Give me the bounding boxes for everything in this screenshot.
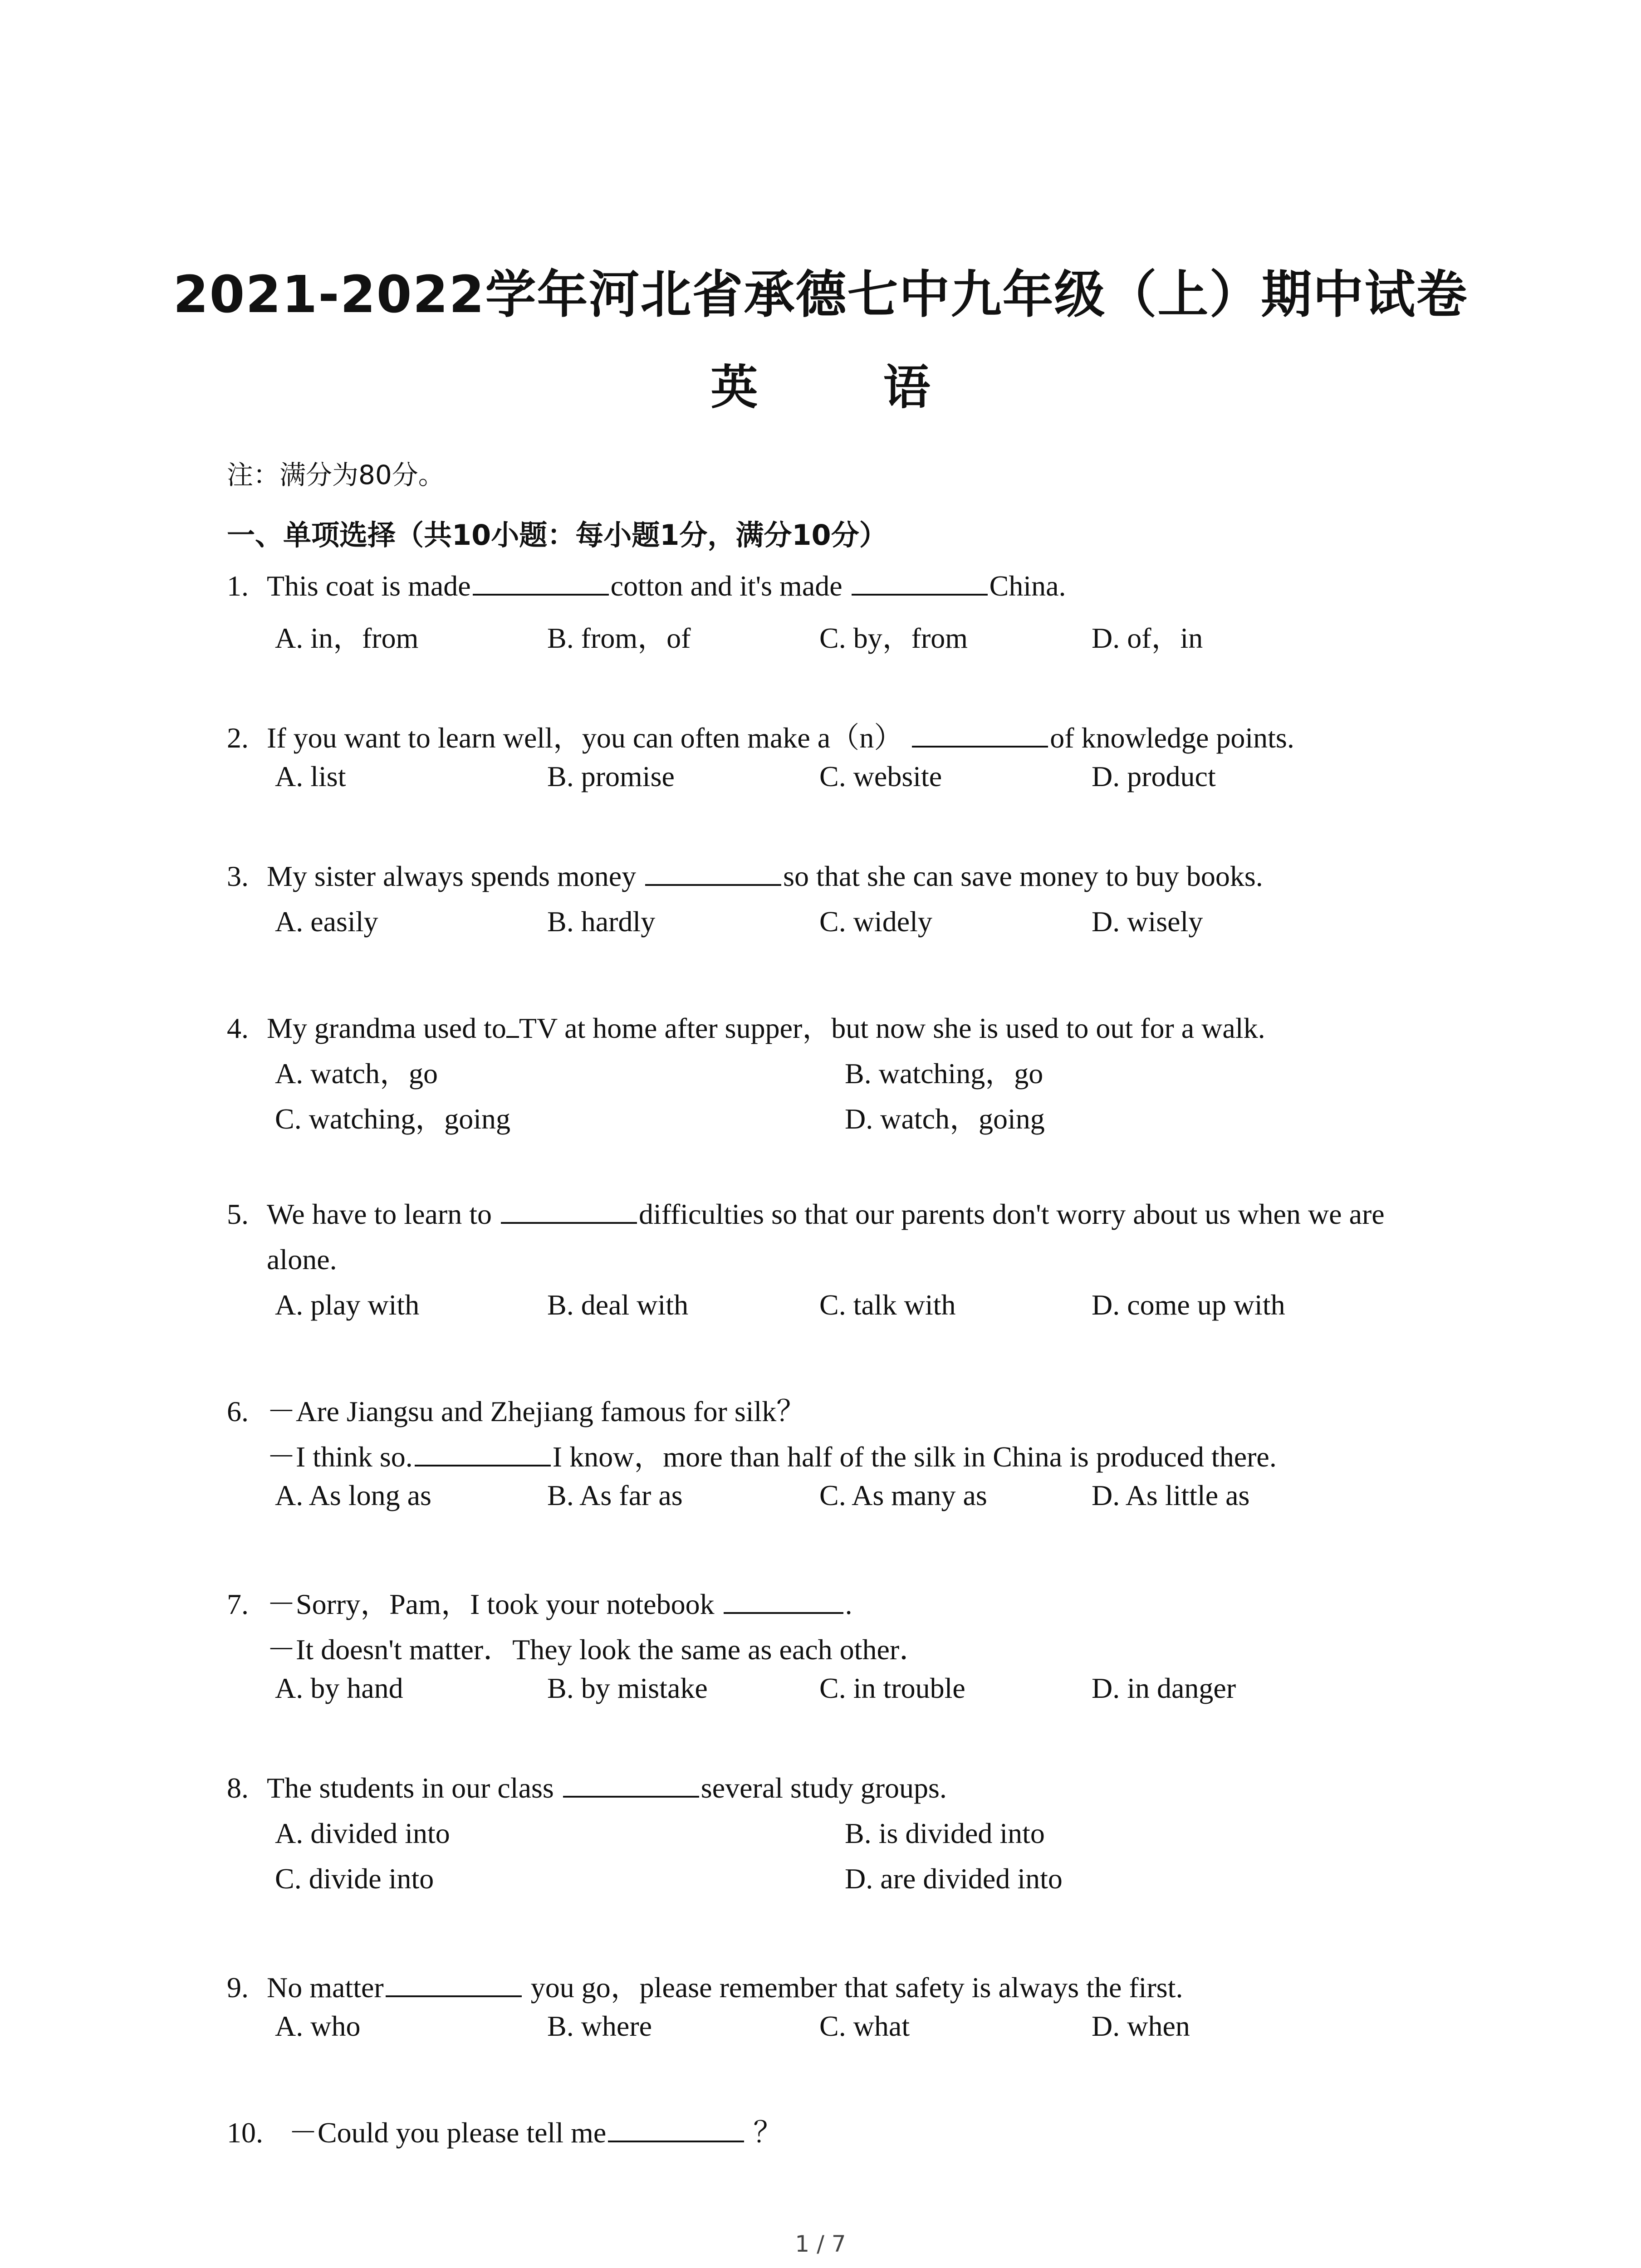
question-6: 6. －Are Jiangsu and Zhejiang famous for silk？ xyxy=(227,1395,806,1427)
answer-blank xyxy=(724,1588,843,1614)
exam-title: 2021-2022学年河北省承德七中九年级（上）期中试卷 xyxy=(173,265,1468,324)
answer-blank xyxy=(506,1012,519,1038)
option-c: C. what xyxy=(819,2010,910,2042)
option-a: A. by hand xyxy=(275,1672,403,1704)
question-9: 9. No matter you go，please remember that safety is always the first. xyxy=(227,1971,1183,2004)
option-b: B. from，of xyxy=(547,622,691,654)
option-c: C. As many as xyxy=(819,1479,987,1511)
option-c: C. watching，going xyxy=(275,1103,511,1135)
option-a: A. watch，go xyxy=(275,1057,438,1090)
option-b: B. As far as xyxy=(547,1479,683,1511)
question-3: 3. My sister always spends money so that she can save money to buy books. xyxy=(227,860,1263,892)
option-d: D. in danger xyxy=(1092,1672,1236,1704)
answer-blank xyxy=(912,721,1048,748)
question-6-reply: －I think so. I know，more than half of the silk in China is produced there. xyxy=(267,1441,1277,1473)
exam-subject: 英 语 xyxy=(710,360,985,415)
option-d: D. come up with xyxy=(1092,1289,1285,1321)
answer-blank xyxy=(852,569,988,596)
answer-blank xyxy=(386,1971,522,1997)
option-a: A. easily xyxy=(275,905,378,938)
option-a: A. divided into xyxy=(275,1817,450,1849)
answer-blank xyxy=(608,2116,744,2142)
answer-blank xyxy=(415,1440,551,1466)
option-d: D. wisely xyxy=(1092,905,1203,938)
question-7-reply: －It doesn't matter．They look the same as each other． xyxy=(267,1633,929,1666)
option-c: C. in trouble xyxy=(819,1672,965,1704)
answer-blank xyxy=(501,1198,637,1224)
question-2: 2. If you want to learn well，you can often make a（n） of knowledge points. xyxy=(227,722,1294,754)
option-b: B. by mistake xyxy=(547,1672,708,1704)
option-c: C. website xyxy=(819,760,942,792)
question-1: 1. This coat is made cotton and it's made China. xyxy=(227,570,1066,602)
option-b: B. deal with xyxy=(547,1289,689,1321)
option-c: C. divide into xyxy=(275,1862,434,1895)
page-number: 1 / 7 xyxy=(795,2231,846,2257)
option-b: B. hardly xyxy=(547,905,656,938)
option-d: D. watch，going xyxy=(845,1103,1045,1135)
question-5-continued: alone. xyxy=(267,1243,337,1276)
option-c: C. talk with xyxy=(819,1289,956,1321)
option-d: D. As little as xyxy=(1092,1479,1250,1511)
question-5: 5. We have to learn to difficulties so that our parents don't worry about us when we are xyxy=(227,1198,1385,1230)
option-b: B. watching，go xyxy=(845,1057,1043,1090)
option-d: D. product xyxy=(1092,760,1216,792)
option-b: B. is divided into xyxy=(845,1817,1045,1849)
question-4: 4. My grandma used to TV at home after supper，but now she is used to out for a walk. xyxy=(227,1012,1265,1044)
option-d: D. are divided into xyxy=(845,1862,1063,1895)
option-b: B. where xyxy=(547,2010,652,2042)
question-7: 7. －Sorry，Pam，I took your notebook . xyxy=(227,1588,852,1620)
answer-blank xyxy=(645,860,781,886)
option-a: A. in，from xyxy=(275,622,419,654)
option-b: B. promise xyxy=(547,760,675,792)
question-8: 8. The students in our class several study groups. xyxy=(227,1772,947,1804)
section-heading: 一、单项选择（共10小题：每小题1分，满分10分） xyxy=(227,518,887,552)
option-c: C. by，from xyxy=(819,622,968,654)
option-a: A. who xyxy=(275,2010,361,2042)
option-d: D. when xyxy=(1092,2010,1190,2042)
option-a: A. list xyxy=(275,760,346,792)
option-d: D. of，in xyxy=(1092,622,1203,654)
answer-blank xyxy=(473,569,609,596)
option-a: A. As long as xyxy=(275,1479,431,1511)
option-a: A. play with xyxy=(275,1289,420,1321)
answer-blank xyxy=(563,1771,699,1798)
option-c: C. widely xyxy=(819,905,932,938)
exam-note: 注：满分为80分。 xyxy=(227,459,445,490)
question-10: 10. －Could you please tell me ？ xyxy=(227,2116,783,2149)
